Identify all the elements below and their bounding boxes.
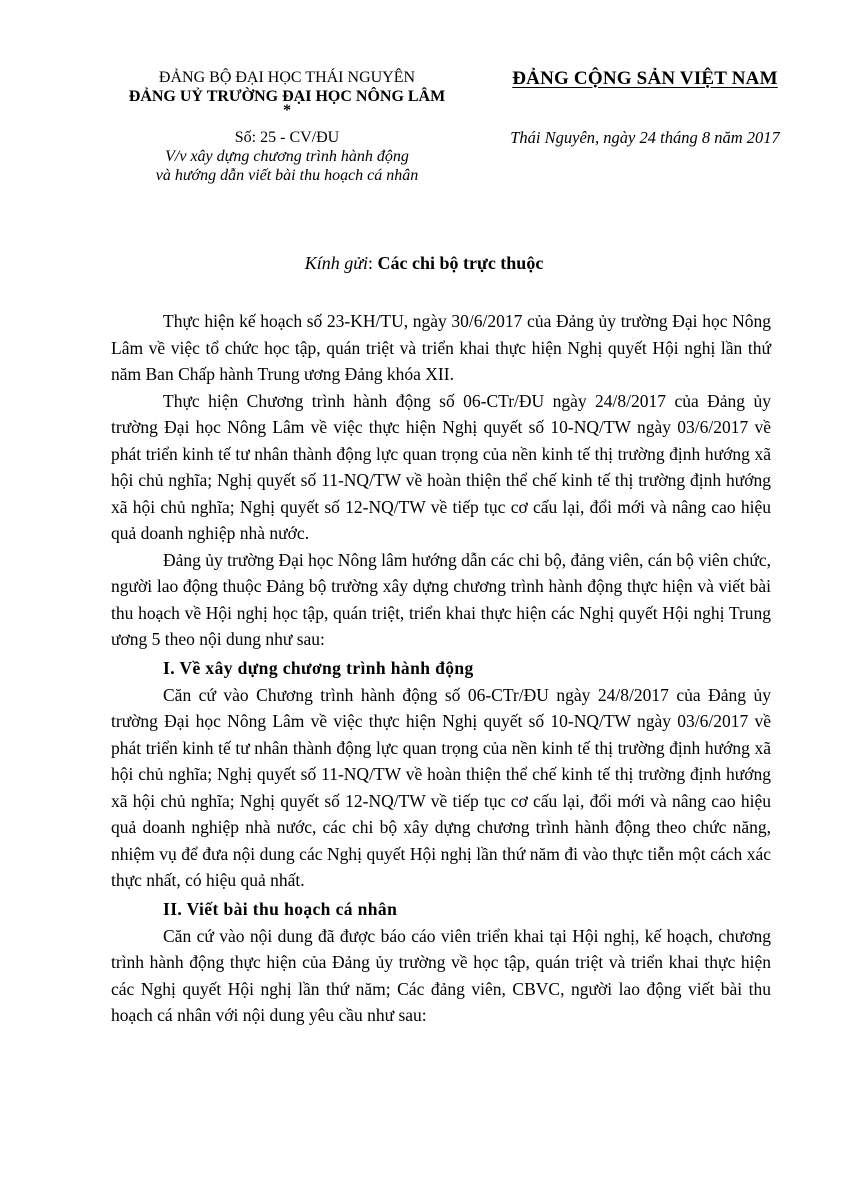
- university-party-committee: ĐẢNG UỶ TRƯỜNG ĐẠI HỌC NÔNG LÂM: [128, 88, 446, 105]
- party-national-title: ĐẢNG CỘNG SẢN VIỆT NAM: [512, 68, 778, 89]
- star-separator: *: [283, 102, 291, 119]
- place-and-date: Thái Nguyên, ngày 24 tháng 8 năm 2017: [510, 128, 780, 147]
- document-number: Số: 25 - CV/ĐU: [234, 129, 340, 146]
- recipient-label: Kính gửi: [304, 253, 369, 273]
- section-heading-2: II. Viết bài thu hoạch cá nhân: [163, 898, 398, 919]
- subject-line-2: và hướng dẫn viết bài thu hoạch cá nhân: [155, 167, 419, 184]
- paragraph-1: Thực hiện kế hoạch số 23-KH/TU, ngày 30/6/2017 của Đảng ủy trường Đại học Nông Lâm về việc tổ chức học tập, quán triệt và triển khai thực hiện Nghị quyết Hội nghị lần thứ năm Ban Chấp hành Trung ương Đảng khóa XII.: [111, 311, 771, 384]
- issuing-authority-block: [72, 68, 502, 185]
- party-committee-name: ĐẢNG BỘ ĐẠI HỌC THÁI NGUYÊN: [158, 69, 416, 86]
- recipient-line: [0, 253, 848, 274]
- document-body: [111, 308, 771, 1029]
- recipient-colon: :: [368, 253, 378, 273]
- subject-line-1: V/v xây dựng chương trình hành động: [165, 148, 409, 165]
- recipient-value: Các chi bộ trực thuộc: [377, 253, 544, 273]
- paragraph-5: Căn cứ vào nội dung đã được báo cáo viên triển khai tại Hội nghị, kế hoạch, chương trình hành động thực hiện của Đảng ủy trường về học tập, quán triệt và triển khai thực hiện các Nghị quyết Hội nghị lần thứ năm; Các đảng viên, CBVC, người lao động viết bài thu hoạch cá nhân với nội dung yêu cầu như sau:: [111, 925, 771, 1025]
- paragraph-3: Đảng ủy trường Đại học Nông lâm hướng dẫn các chi bộ, đảng viên, cán bộ viên chức, người lao động thuộc Đảng bộ trường xây dựng chương trình hành động thực hiện và viết bài thu hoạch về Hội nghị học tập, quán triệt, triển khai thực hiện các Nghị quyết Hội nghị Trung ương 5 theo nội dung như sau:: [111, 549, 771, 649]
- paragraph-4: Căn cứ vào Chương trình hành động số 06-CTr/ĐU ngày 24/8/2017 của Đảng ủy trường Đại học Nông Lâm về việc thực hiện Nghị quyết số 10-NQ/TW ngày 03/6/2017 về phát triển kinh tế tư nhân thành động lực quan trọng của nền kinh tế thị trường định hướng xã hội chủ nghĩa; Nghị quyết số 11-NQ/TW về hoàn thiện thể chế kinh tế thị trường định hướng xã hội chủ nghĩa; Nghị quyết số 12-NQ/TW về tiếp tục cơ cấu lại, đổi mới và nâng cao hiệu quả doanh nghiệp nhà nước, các chi bộ xây dựng chương trình hành động theo chức năng, nhiệm vụ để đưa nội dung các Nghị quyết Hội nghị lần thứ năm đi vào thực tiễn một cách xác thực nhất, có hiệu quả nhất.: [111, 684, 771, 890]
- national-header-block: [470, 68, 820, 148]
- paragraph-2: Thực hiện Chương trình hành động số 06-CTr/ĐU ngày 24/8/2017 của Đảng ủy trường Đại học Nông Lâm về việc thực hiện Nghị quyết số 10-NQ/TW ngày 03/6/2017 về phát triển kinh tế tư nhân thành động lực quan trọng của nền kinh tế thị trường định hướng xã hội chủ nghĩa; Nghị quyết số 11-NQ/TW về hoàn thiện thể chế kinh tế thị trường định hướng xã hội chủ nghĩa; Nghị quyết số 12-NQ/TW về tiếp tục cơ cấu lại, đổi mới và nâng cao hiệu quả doanh nghiệp nhà nước.: [111, 390, 771, 543]
- section-heading-1: I. Về xây dựng chương trình hành động: [163, 657, 474, 678]
